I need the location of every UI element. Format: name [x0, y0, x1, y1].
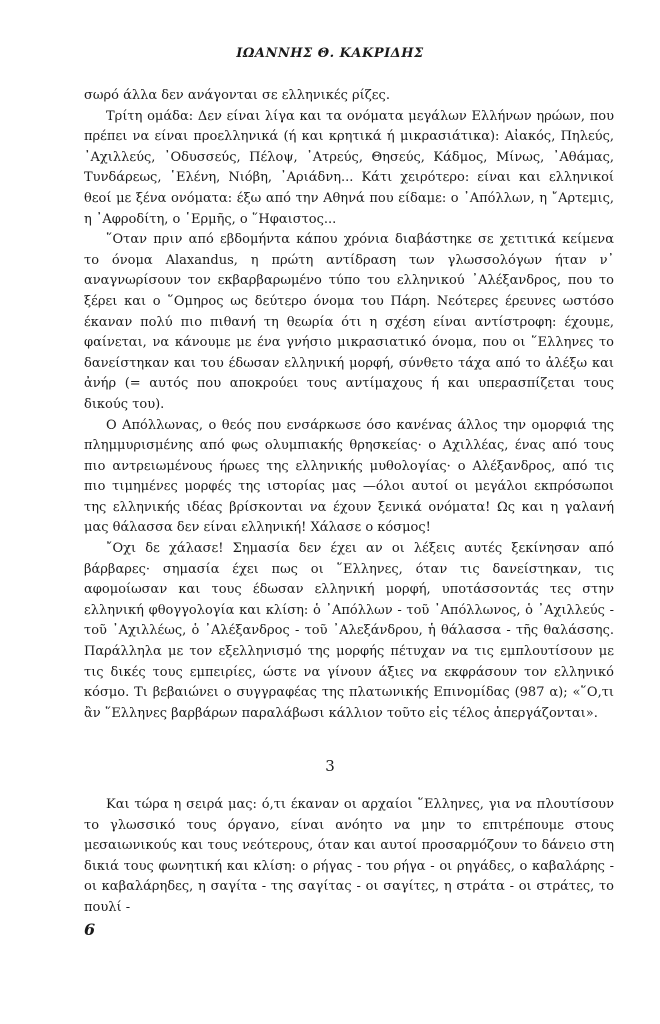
paragraph: Τρίτη ομάδα: Δεν είναι λίγα και τα ονόματα μεγάλων Ελλήνων ηρώων, που πρέπει να είναι προελληνικά (ή και κρητικά ή μικρασιάτικα): Αἰακός, Πηλεύς, ᾿Αχιλλεύς, ᾿Οδυσσεύς, Πέλοψ, ᾿Ατρεύς, Θησεύς, Κάδμος, Μίνως, ᾿Αθάμας, Τυνδάρεως, ῾Ελένη, Νιόβη, ᾿Αριάδνη... Κάτι χειρότερο: είναι και ελληνικοί θεοί με ξένα ονόματα: έξω από την Αθηνά που είδαμε: ο ᾿Απόλλων, η ῎Αρτεμις, η ᾿Αφροδίτη, ο ῾Ερμῆς, ο ῞Ηφαιστος...: [84, 108, 614, 227]
paragraph: σωρό άλλα δεν ανάγονται σε ελληνικές ρίζες.: [84, 88, 390, 103]
paragraph: ῎Οχι δε χάλασε! Σημασία δεν έχει αν οι λέξεις αυτές ξεκίνησαν από βάρβαρες· σημασία έχει πως οι ῞Ελληνες, όταν τις δανείστηκαν, τις αφομοίωσαν και τους έδωσαν ελληνική μορφή, υποτάσσοντάς τες στην ελληνική φθογγολογία και κλίση: ὁ ᾿Απόλλων - τοῦ ᾿Απόλλωνος, ὁ ᾿Αχιλλεύς - τοῦ ᾿Αχιλλέως, ὁ ᾿Αλέξανδρος - τοῦ ᾿Αλεξάνδρου, ἡ θάλασσα - τῆς θαλάσσης. Παράλληλα με τον εξελληνισμό της μορφής πέτυχαν να τις εμπλουτίσουν με τις δικές τους εμπειρίες, ώστε να γίνουν άξιες να εκφράσουν τον ελληνικό κόσμο. Τι βεβαιώνει ο συγγραφέας της πλατωνικής Επινομίδας (987 α); «῞Ο,τι ἂν ῞Ελληνες βαρβάρων παραλάβωσι κάλλιον τοῦτο εἰς τέλος ἀπεργάζονται».: [84, 541, 614, 721]
paragraph: Ο Απόλλωνας, ο θεός που ενσάρκωσε όσο κανένας άλλος την ομορφιά της πλημμυρισμένης από φως ολυμπιακής θρησκείας· ο Αχιλλέας, ένας από τους πιο αντρειωμένους ήρωες της ελληνικής μυθολογίας· ο Αλέξανδρος, από τις πιο τιμημένες μορφές της ιστορίας μας —όλοι αυτοί οι μεγάλοι εκπρόσωποι της ελληνικής ιδέας βρίσκονται να έχουν ξενικά ονόματα! Ως και η γαλανή μας θάλασσα δεν είναι ελληνική! Χάλασε ο κόσμος!: [84, 417, 614, 536]
paragraph: Και τώρα η σειρά μας: ό,τι έκαναν οι αρχαίοι ῞Ελληνες, για να πλουτίσουν το γλωσσικό τους όργανο, είναι ανόητο να μην το επιτρέπουμε στους μεσαιωνικούς και τους νεότερους, όταν και αυτοί προσαρμόζουν το δάνειο στη δικιά τους φωνητική και κλίση: ο ρήγας - του ρήγα - οι ρηγάδες, ο καβαλάρης - οι καβαλάρηδες, η σαγίτα - της σαγίτας - οι σαγίτες, η στράτα - οι στράτες, το πουλί -: [84, 797, 614, 915]
section-text: [84, 795, 614, 919]
running-title: ΙΩΑΝΝΗΣ Θ. ΚΑΚΡΙΔΗΣ: [236, 46, 424, 61]
page-number: 6: [84, 920, 96, 939]
paragraph: ῞Οταν πριν από εβδομήντα κάπου χρόνια διαβάστηκε σε χετιτικά κείμενα το όνομα Alaxandus, η πρώτη αντίδραση των γλωσσολόγων ήταν ν᾿ αναγνωρίσουν τον εκβαρβαρωμένο τύπο του ελληνικού ᾿Αλέξανδρος, που το ξέρει και ο ῞Ομηρος ως δεύτερο όνομα του Πάρη. Νεότερες έρευνες ωστόσο έκαναν πολύ πιο πιθανή τη θεωρία ότι η σχέση είναι αντίστροφη: έχουμε, φαίνεται, να κάνουμε με ένα γνήσιο μικρασιατικό όνομα, που οι ῞Ελληνες το δανείστηκαν και του έδωσαν ελληνική μορφή, σύνθετο τάχα από το ἀλέξω και ἀνήρ (= αυτός που αποκρούει τους αντίμαχους ή και υπερασπίζεται τους δικούς του).: [84, 232, 614, 412]
section-number: 3: [325, 757, 335, 775]
main-text: [84, 86, 614, 724]
